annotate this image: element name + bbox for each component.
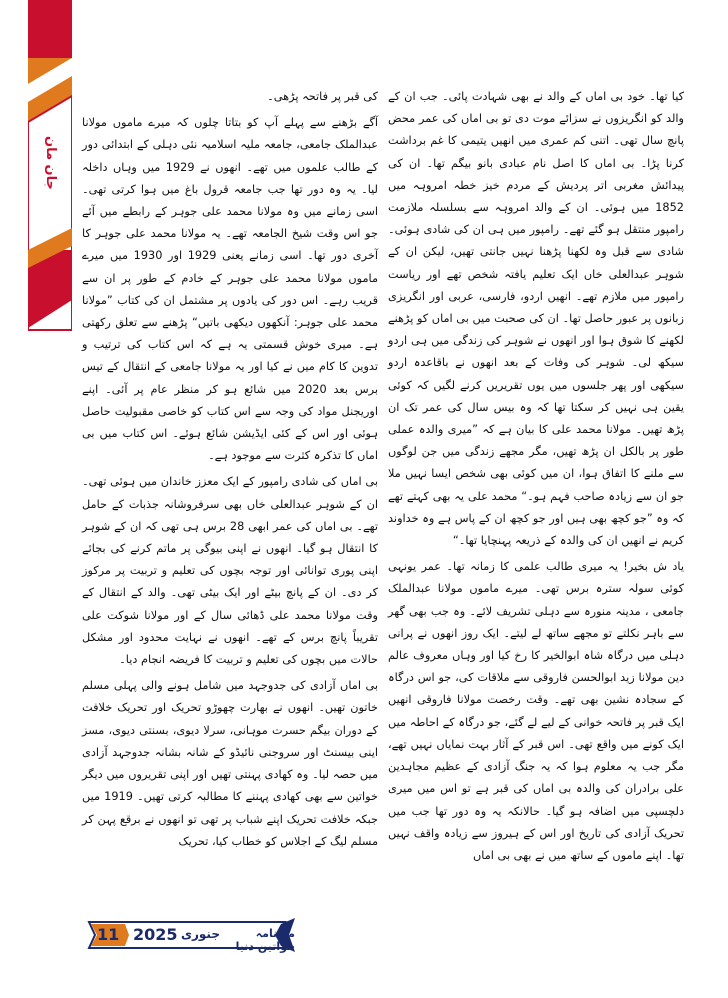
paragraph: بی اماں کی شادی رامپور کے ایک معزز خاندان میں ہوئی تھی۔ ان کے شوہر عبدالعلی خاں بھی سرفروشانہ جذبات کے حامل تھے۔ بی اماں کی عمر ابھی 28 برس ہی تھی کہ ان کے شوہر کا انتقال ہو گیا۔ انھوں نے اپنی بیوگی پر ماتم کرنے کی بجائے اپنی پوری توانائی اور توجہ بچوں کی تعلیم و تربیت پر مرکوز کر دی۔ ان کے پانچ بیٹے اور ایک بیٹی تھی۔ والد کے انتقال کے وقت مولانا محمد علی ڈھائی سال کے اور مولانا شوکت علی تقریباً پانچ برس کے تھے۔ انھوں نے نہایت محدود اور مشکل حالات میں بچوں کی تعلیم و تربیت کا فریضہ انجام دیا۔ [82, 475, 378, 667]
page-footer [85, 918, 295, 952]
paragraph: آگے بڑھنے سے پہلے آپ کو بتاتا چلوں کہ میرے ماموں مولانا عبدالملک جامعی، جامعہ ملیہ اسلامیہ نئی دہلی کے ابتدائی دور کے طالب علموں میں تھے۔ انھوں نے 1929 میں وہاں داخلہ لیا۔ یہ وہ دور تھا جب جامعہ قرول باغ میں ہوا کرتی تھی۔ اسی زمانے میں وہ مولانا محمد علی جوہر کے رابطے میں آئے جو اس وقت شیخ الجامعہ تھے۔ یہ مولانا محمد علی جوہر کا آخری دور تھا۔ اسی زمانے یعنی 1929 اور 1930 میں میرے ماموں مولانا محمد علی جوہر کے خادم کے طور پر ان سے قریب رہے۔ اس دور کی یادوں پر مشتمل ان کی کتاب ”مولانا محمد علی جوہر: آنکھوں دیکھی باتیں“ پڑھنے سے تعلق رکھتی ہے۔ میری خوش قسمتی یہ ہے کہ اس کتاب کی ترتیب و تدوین کا کام میں نے کیا اور یہ مولانا جامعی کے انتقال کے تیس برس بعد 2020 میں شائع ہو کر منظر عام پر آئی۔ اپنے اوریجنل مواد کی وجہ سے اس کتاب کو خاصی مقبولیت حاصل ہوئی اور اس کے کئی ایڈیشن شائع ہوئے۔ اس کتاب میں بی اماں کا تذکرہ کثرت سے موجود ہے۔ [82, 116, 379, 463]
issue-month: جنوری [181, 927, 220, 941]
issue-year: 2025 [133, 925, 178, 944]
section-sidebar [28, 0, 72, 332]
page-number: 11 [97, 925, 120, 944]
text-column-right [388, 86, 684, 871]
section-title: جان مان [43, 136, 58, 190]
paragraph: بی اماں آزادی کی جدوجہد میں شامل ہونے والی پہلی مسلم خاتون تھیں۔ انھوں نے بھارت چھوڑو تحریک اور تحریک خلافت کے دوران بیگم حسرت موہانی، سرلا دیوی، بسنتی دیوی، مسز اینی بیسنٹ اور سروجنی نائیڈو کے شانہ بشانہ جدوجہد آزادی میں حصہ لیا۔ وہ کھادی پہنتی تھیں اور اپنی تقریروں میں دیگر خواتین سے بھی کھادی پہننے کا مطالبہ کرتی تھیں۔ 1919 میں جبکہ خلافت تحریک اپنے شباب پر تھی تو انھوں نے برقع پہن کر مسلم لیگ کے اجلاس کو خطاب کیا، تحریک [82, 679, 378, 848]
text-column-left [82, 86, 378, 857]
paragraph: کی قبر پر فاتحہ پڑھی۔ [267, 90, 378, 103]
paragraph: کیا تھا۔ خود بی اماں کے والد نے بھی شہادت پائی۔ جب ان کے والد کو انگریزوں نے سزائے موت دی تو بی اماں کی عمر محض پانچ سال تھی۔ اتنی کم عمری میں انھیں یتیمی کا غم برداشت کرنا پڑا۔ بی اماں کا اصل نام عبادی بانو بیگم تھا۔ ان کی پیدائش مغربی اتر پردیش کے مردم خیز خطہ امروہہ میں 1852 میں ہوئی۔ ان کے والد امروہہ سے بسلسلہ ملازمت رامپور منتقل ہو گئے تھے۔ رامپور میں ہی ان کی شادی ہوئی۔ شادی سے قبل وہ لکھنا پڑھنا نہیں جانتی تھیں، لیکن ان کے شوہر عبدالعلی خاں ایک تعلیم یافتہ شخص تھے اور ریاست رامپور میں ملازم تھے۔ انھیں اردو، فارسی، عربی اور انگریزی زبانوں پر عبور حاصل تھا۔ ان کی صحبت میں بی اماں کو پڑھنے لکھنے کا شوق ہوا اور انھوں نے شوہر کی زندگی میں ہی اردو سیکھ لی۔ شوہر کی وفات کے بعد انھوں نے باقاعدہ اردو سیکھی اور پھر جلسوں میں یوں تقریریں کرنے لگیں کہ کوئی یقین ہی نہیں کر سکتا تھا کہ وہ بیس سال کی عمر تک ان پڑھ تھیں۔ مولانا محمد علی کا بیان ہے کہ ”میری والدہ عملی طور پر بالکل ان پڑھ تھیں، مگر مجھے زندگی میں جن لوگوں سے ملنے کا اتفاق ہوا، ان میں کوئی بھی شخص ایسا نہیں ملا جو ان سے زیادہ صاحب فہم ہو۔“ محمد علی یہ بھی کہتے تھے کہ وہ ”جو کچھ بھی ہیں اور جو کچھ ان کے پاس ہے وہ خداوند کریم نے انھیں ان کی والدہ کے ذریعہ پہنچایا تھا۔“ [388, 90, 684, 548]
paragraph: یاد ش بخیر! یہ میری طالب علمی کا زمانہ تھا۔ عمر یونہی کوئی سولہ سترہ برس تھی۔ میرے ماموں مولانا عبدالملک جامعی ، مدینہ منورہ سے دہلی تشریف لائے۔ وہ جب بھی گھر سے باہر نکلتے تو مجھے ساتھ لے لیتے۔ ایک روز انھوں نے پرانی دہلی میں درگاہ شاہ ابوالخیر کا رخ کیا اور وہاں معروف عالم دین مولانا زید ابوالحسن فاروقی سے ملاقات کی، جو اس درگاہ کے سجادہ نشین بھی تھے۔ وقت رخصت مولانا فاروقی انھیں ایک قبر پر فاتحہ خوانی کے لیے لے گئے، جو درگاہ کے احاطہ میں ایک کونے میں واقع تھی۔ اس قبر کے آثار بہت نمایاں نہیں تھے، مگر جب یہ معلوم ہوا کہ یہ جنگ آزادی کے عظیم مجاہدین علی برادران کی والدہ بی اماں کی قبر ہے تو اس میں میری دلچسپی میں اضافہ ہو گیا۔ حالانکہ یہ وہ دور تھا جب میں تحریک آزادی کی تاریخ اور اس کے ہیروز سے زیادہ واقف نہیں تھا۔ اپنے ماموں کے ساتھ میں نے بھی بی اماں [388, 560, 684, 862]
magazine-name: ماہنامہ خواتین دنیا [235, 927, 295, 953]
